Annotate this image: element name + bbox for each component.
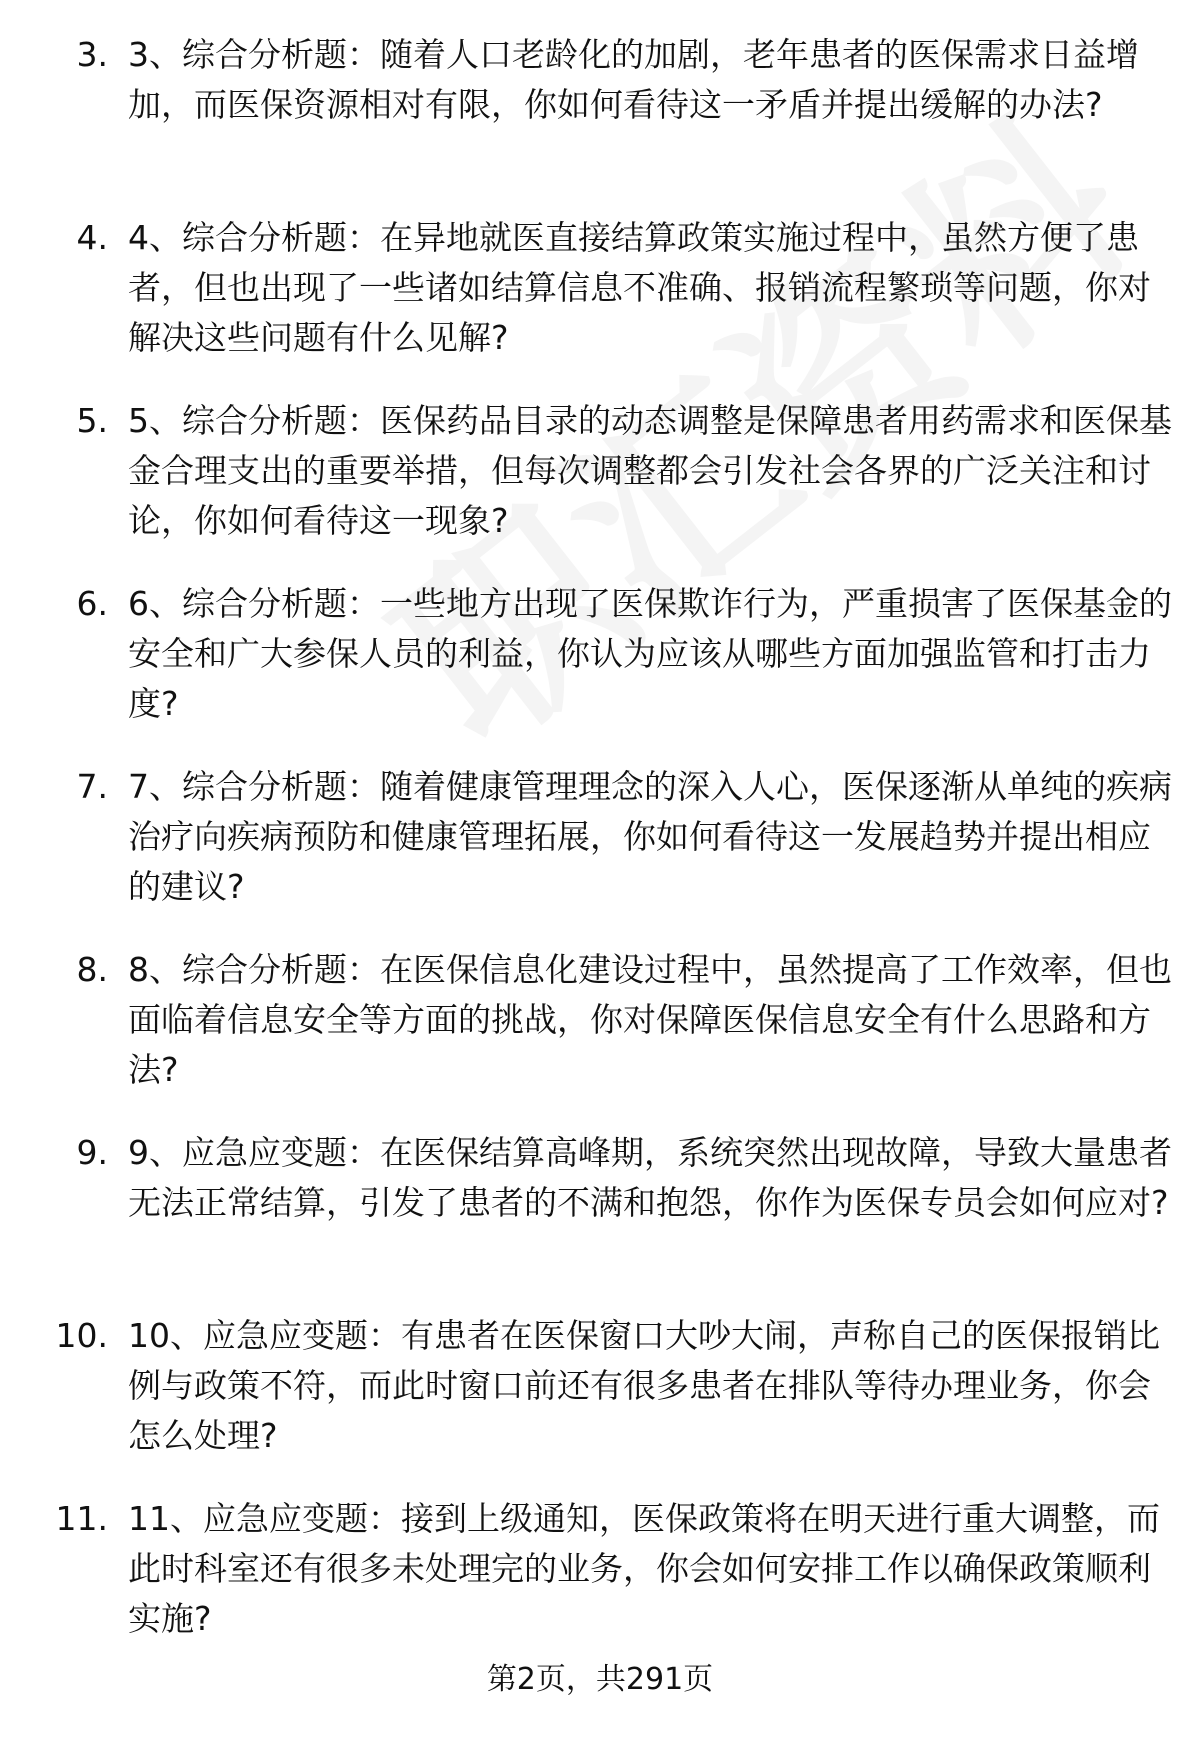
item-text: 10、应急应变题：有患者在医保窗口大吵大闹，声称自己的医保报销比例与政策不符，而此时窗口前还有很多患者在排队等待办理业务，你会怎么处理? <box>128 1316 1160 1455</box>
list-item <box>0 579 1200 762</box>
item-number: 7. <box>76 767 108 806</box>
item-number: 5. <box>76 401 108 440</box>
item-number: 11. <box>55 1499 108 1538</box>
item-text: 8、综合分析题：在医保信息化建设过程中，虽然提高了工作效率，但也面临着信息安全等方面的挑战，你对保障医保信息安全有什么思路和方法? <box>128 950 1172 1089</box>
list-item <box>0 1128 1200 1311</box>
item-number: 9. <box>76 1133 108 1172</box>
list-item <box>0 30 1200 213</box>
item-text: 9、应急应变题：在医保结算高峰期，系统突然出现故障，导致大量患者无法正常结算，引发了患者的不满和抱怨，你作为医保专员会如何应对? <box>128 1133 1172 1222</box>
item-text: 6、综合分析题：一些地方出现了医保欺诈行为，严重损害了医保基金的安全和广大参保人员的利益，你认为应该从哪些方面加强监管和打击力度? <box>128 584 1172 723</box>
list-item <box>0 213 1200 396</box>
list-item <box>0 396 1200 579</box>
list-item <box>0 945 1200 1128</box>
item-number: 8. <box>76 950 108 989</box>
item-text: 4、综合分析题：在异地就医直接结算政策实施过程中，虽然方便了患者，但也出现了一些诸如结算信息不准确、报销流程繁琐等问题，你对解决这些问题有什么见解? <box>128 218 1151 357</box>
item-text: 3、综合分析题：随着人口老龄化的加剧，老年患者的医保需求日益增加，而医保资源相对有限，你如何看待这一矛盾并提出缓解的办法? <box>128 35 1139 124</box>
list-item <box>0 1311 1200 1494</box>
question-list <box>0 30 1200 1677</box>
item-number: 3. <box>76 35 108 74</box>
item-text: 5、综合分析题：医保药品目录的动态调整是保障患者用药需求和医保基金合理支出的重要举措，但每次调整都会引发社会各界的广泛关注和讨论，你如何看待这一现象? <box>128 401 1172 540</box>
item-number: 10. <box>55 1316 108 1355</box>
item-text: 11、应急应变题：接到上级通知，医保政策将在明天进行重大调整，而此时科室还有很多未处理完的业务，你会如何安排工作以确保政策顺利实施? <box>128 1499 1160 1638</box>
page-footer: 第2页，共291页 <box>486 1662 714 1697</box>
item-number: 4. <box>76 218 108 257</box>
item-number: 6. <box>76 584 108 623</box>
item-text: 7、综合分析题：随着健康管理理念的深入人心，医保逐渐从单纯的疾病治疗向疾病预防和健康管理拓展，你如何看待这一发展趋势并提出相应的建议? <box>128 767 1172 906</box>
list-item <box>0 762 1200 945</box>
list-item <box>0 1494 1200 1677</box>
